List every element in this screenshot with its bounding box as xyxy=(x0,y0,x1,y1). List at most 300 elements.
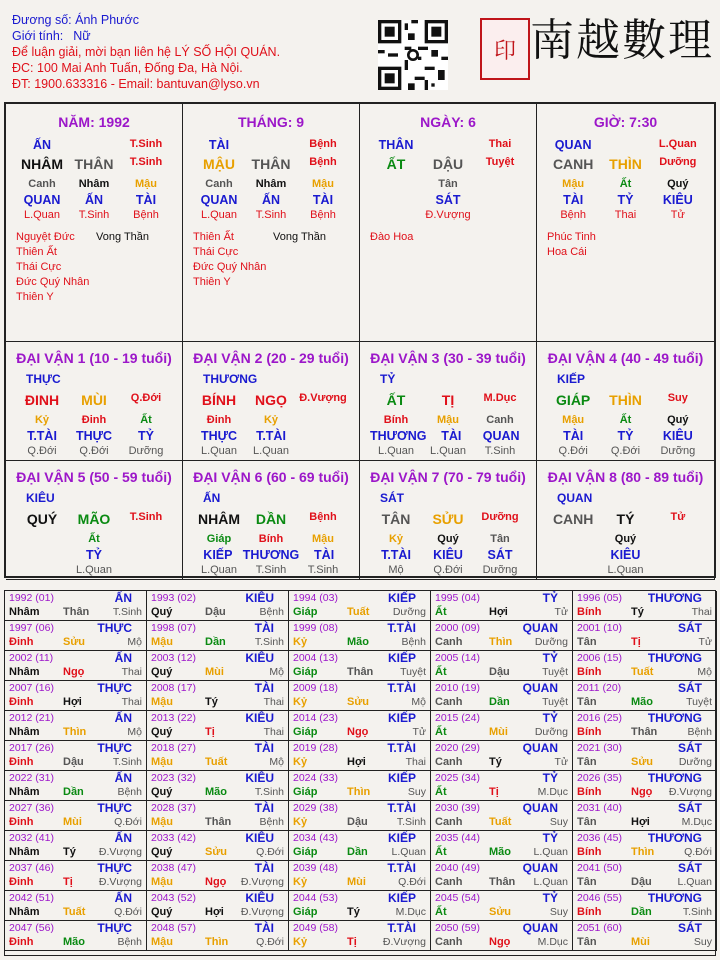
hidden-stage xyxy=(120,564,172,576)
year-cell xyxy=(573,681,717,711)
branch-stage: Bệnh xyxy=(309,156,337,168)
hidden-god: THỰC xyxy=(75,429,113,443)
stem-branch-row xyxy=(6,156,182,172)
year-god: KIẾP xyxy=(387,711,416,725)
year-label: 2043 (52) xyxy=(151,892,196,904)
hidden-stem: Mậu xyxy=(135,178,157,190)
year-cell xyxy=(147,741,289,771)
year-cell xyxy=(573,921,717,951)
year-label: 2013 (22) xyxy=(151,712,196,724)
earthly-branch: DẬU xyxy=(432,156,464,172)
year-cell xyxy=(289,831,431,861)
heavenly-stem: ẤT xyxy=(386,156,406,172)
year-stem: Giáp xyxy=(293,786,318,798)
year-stem: Nhâm xyxy=(9,846,40,858)
year-label: 2031 (40) xyxy=(577,802,622,814)
year-branch: Hợi xyxy=(489,606,508,618)
year-god: THƯƠNG xyxy=(647,831,702,845)
year-branch: Dậu xyxy=(489,666,510,678)
dai-van-god: KIẾP xyxy=(557,372,586,386)
year-stem: Đinh xyxy=(9,756,34,768)
year-label: 2048 (57) xyxy=(151,922,196,934)
year-label: 2014 (23) xyxy=(293,712,338,724)
year-stem: Bính xyxy=(577,606,602,618)
year-stem: Ất xyxy=(435,666,447,678)
hidden-god: THƯƠNG xyxy=(242,548,300,562)
hidden-stem: Kỷ xyxy=(263,414,279,426)
dai-van-god: THƯƠNG xyxy=(203,372,258,386)
year-stage: Thai xyxy=(121,696,142,708)
hidden-god: QUAN xyxy=(200,193,238,207)
branch-stage: Suy xyxy=(667,392,688,404)
hidden-god: KIÊU xyxy=(610,548,641,562)
year-branch: Ngọ xyxy=(489,936,511,948)
year-stage: T.Sinh xyxy=(396,816,426,828)
year-stage: Thai xyxy=(405,756,426,768)
hidden-god-row xyxy=(360,429,536,443)
year-branch: Dần xyxy=(489,696,510,708)
year-branch: Mùi xyxy=(205,666,224,678)
year-stem: Quý xyxy=(151,606,173,618)
dai-van-3 xyxy=(360,342,537,461)
year-label: 2000 (09) xyxy=(435,622,480,634)
hidden-stage xyxy=(547,564,599,576)
dai-van-6 xyxy=(183,461,360,580)
hidden-stage-row xyxy=(360,564,536,576)
hidden-stem: Mậu xyxy=(312,533,334,545)
earthly-branch: TỊ xyxy=(441,392,455,408)
year-stage: Q.Đới xyxy=(114,906,142,918)
year-label: 2009 (18) xyxy=(293,682,338,694)
spacer xyxy=(422,138,474,152)
year-stage: Mộ xyxy=(269,666,284,678)
hidden-stage: Đ.Vượng xyxy=(425,209,471,221)
year-stage: Đ.Vượng xyxy=(668,786,712,798)
star-name: Phúc Tinh xyxy=(547,231,596,243)
year-branch: Tuất xyxy=(63,906,86,918)
year-stem: Bính xyxy=(577,786,602,798)
branch-stage: T.Sinh xyxy=(129,511,163,523)
hidden-stem: Quý xyxy=(667,178,689,190)
hidden-god: TỶ xyxy=(617,429,634,443)
year-stage: Dưỡng xyxy=(534,726,568,738)
hidden-stage-row xyxy=(6,445,182,457)
year-stage: Q.Đới xyxy=(256,846,284,858)
stem-branch-row xyxy=(183,156,359,172)
hidden-stem: Ất xyxy=(619,414,632,426)
year-branch: Tý xyxy=(489,756,502,768)
year-stem: Giáp xyxy=(293,846,318,858)
year-cell xyxy=(431,711,573,741)
year-stage: Tuyệt xyxy=(542,696,568,708)
pillar-title: THÁNG: 9 xyxy=(237,114,305,130)
year-label: 1993 (02) xyxy=(151,592,196,604)
year-stem: Tân xyxy=(577,876,597,888)
year-cell xyxy=(573,591,717,621)
year-god: QUAN xyxy=(522,681,558,695)
earthly-branch: MÃO xyxy=(77,511,111,527)
year-branch: Sửu xyxy=(205,846,228,858)
hidden-stem: Kỷ xyxy=(388,533,404,545)
year-god: T.TÀI xyxy=(387,921,416,935)
god-row xyxy=(360,138,536,152)
year-stem: Canh xyxy=(435,816,463,828)
hidden-god: TÀI xyxy=(563,193,584,207)
hidden-stem: Canh xyxy=(28,178,56,190)
year-god: TỶ xyxy=(542,651,558,665)
year-stem: Quý xyxy=(151,906,173,918)
year-stem: Ất xyxy=(435,606,447,618)
pillar-title: NGÀY: 6 xyxy=(420,114,476,130)
stem-stage: T.Sinh xyxy=(129,138,163,150)
hidden-stem-row xyxy=(360,414,536,426)
qr-code[interactable] xyxy=(378,20,448,90)
year-stage: T.Sinh xyxy=(254,636,284,648)
stars-right xyxy=(273,230,326,245)
earthly-branch: THÌN xyxy=(609,392,642,408)
earthly-branch: THÂN xyxy=(251,156,291,172)
hidden-god xyxy=(297,429,349,443)
year-branch: Mùi xyxy=(631,936,650,948)
year-god: QUAN xyxy=(522,621,558,635)
earthly-branch: THÌN xyxy=(609,156,642,172)
year-label: 1997 (06) xyxy=(9,622,54,634)
year-cell xyxy=(147,891,289,921)
hidden-god: KIÊU xyxy=(433,548,463,562)
year-label: 2021 (30) xyxy=(577,742,622,754)
earthly-branch: THÂN xyxy=(74,156,114,172)
year-branch: Hợi xyxy=(63,696,82,708)
god-row xyxy=(537,138,714,152)
hidden-god-row xyxy=(537,193,714,207)
year-stage: Q.Đới xyxy=(684,846,712,858)
year-label: 2020 (29) xyxy=(435,742,480,754)
year-god: THƯƠNG xyxy=(647,891,702,905)
year-god: ẤN xyxy=(114,831,132,845)
year-stage: M.Dục xyxy=(537,936,568,948)
hidden-stage: Q.Đới xyxy=(610,445,641,457)
hidden-stage xyxy=(474,209,526,221)
hidden-stage xyxy=(16,564,68,576)
year-stage: Bệnh xyxy=(117,786,142,798)
hidden-stage: L.Quan xyxy=(23,209,61,221)
hidden-stage-row xyxy=(537,564,714,576)
year-label: 2041 (50) xyxy=(577,862,622,874)
branch-stage: Dưỡng xyxy=(659,156,697,168)
year-stem: Đinh xyxy=(9,636,34,648)
hidden-stem: Mậu xyxy=(562,414,585,426)
year-stage: M.Dục xyxy=(395,906,426,918)
year-stage: Tuyệt xyxy=(400,666,426,678)
year-branch: Ngọ xyxy=(631,786,653,798)
hidden-god: SÁT xyxy=(487,548,513,562)
year-stage: Mộ xyxy=(411,696,426,708)
year-cell xyxy=(431,621,573,651)
year-branch: Dần xyxy=(347,846,368,858)
year-stem: Bính xyxy=(577,726,602,738)
branch-stage: Tuyệt xyxy=(485,156,515,168)
year-stage: Bệnh xyxy=(259,606,284,618)
dai-van-title: ĐẠI VẬN 4 (40 - 49 tuổi) xyxy=(547,350,704,366)
year-stem: Canh xyxy=(435,756,463,768)
branch-stage: Tử xyxy=(670,511,686,523)
year-stem: Canh xyxy=(435,636,463,648)
hidden-stem xyxy=(297,414,349,426)
year-label: 2050 (59) xyxy=(435,922,480,934)
dai-van-5 xyxy=(6,461,183,580)
star-name: Đức Quý Nhân xyxy=(193,261,267,273)
year-cell xyxy=(573,621,717,651)
hidden-stem: Quý xyxy=(614,533,637,545)
year-branch: Tị xyxy=(205,726,215,738)
dai-van-stem-branch xyxy=(537,511,714,527)
year-cell xyxy=(573,891,717,921)
owner-line: Đương số: Ánh Phước xyxy=(12,13,139,27)
god-row xyxy=(183,138,359,152)
year-branch: Thân xyxy=(63,606,90,618)
hidden-stem-row xyxy=(6,533,182,545)
year-cell xyxy=(289,621,431,651)
year-cell xyxy=(573,741,717,771)
year-cell xyxy=(431,861,573,891)
star-name: Thiên Ất xyxy=(16,246,57,258)
pillar-4 xyxy=(537,104,715,342)
year-stem: Quý xyxy=(151,726,173,738)
year-label: 2025 (34) xyxy=(435,772,480,784)
hidden-stem: Kỷ xyxy=(34,414,50,426)
year-cell xyxy=(289,801,431,831)
year-cell xyxy=(431,741,573,771)
year-stage: Mộ xyxy=(127,726,142,738)
hidden-stage: T.Sinh xyxy=(255,564,287,576)
year-branch: Mão xyxy=(205,786,227,798)
hidden-god-row xyxy=(360,548,536,562)
hidden-god: TÀI xyxy=(441,429,462,443)
year-stem: Mậu xyxy=(151,816,173,828)
hidden-stage: T.Sinh xyxy=(78,209,110,221)
hidden-stage xyxy=(652,564,704,576)
hidden-god: QUAN xyxy=(482,429,520,443)
year-stage: Bệnh xyxy=(259,816,284,828)
heavenly-stem: NHÂM xyxy=(21,156,63,172)
year-label: 2024 (33) xyxy=(293,772,338,784)
year-cell xyxy=(573,711,717,741)
year-branch: Tị xyxy=(63,876,73,888)
dai-van-god: QUAN xyxy=(557,491,593,505)
hidden-stem: Tân xyxy=(490,533,510,545)
hidden-stage-row xyxy=(183,445,359,457)
hidden-stage: L.Quan xyxy=(200,209,238,221)
hidden-stem-row xyxy=(360,178,536,190)
stem-god: TÀI xyxy=(208,138,230,152)
year-god: SÁT xyxy=(678,801,702,815)
year-stem: Nhâm xyxy=(9,606,40,618)
year-label: 2008 (17) xyxy=(151,682,196,694)
year-stem: Nhâm xyxy=(9,666,40,678)
hidden-stem: Giáp xyxy=(206,533,232,545)
year-stem: Đinh xyxy=(9,696,34,708)
year-branch: Thìn xyxy=(205,936,229,948)
year-branch: Dần xyxy=(631,906,652,918)
hidden-stem: Mậu xyxy=(312,178,334,190)
stars-right xyxy=(96,230,149,245)
year-god: THỰC xyxy=(97,621,132,635)
dai-van-stem-branch xyxy=(360,392,536,408)
dai-van-1 xyxy=(6,342,183,461)
year-label: 2037 (46) xyxy=(9,862,54,874)
year-stage: M.Dục xyxy=(537,786,568,798)
year-stem: Mậu xyxy=(151,936,173,948)
dai-van-stem-branch xyxy=(183,511,359,527)
hidden-stage: L.Quan xyxy=(429,445,467,457)
year-cell xyxy=(5,651,147,681)
hidden-stage xyxy=(370,209,422,221)
year-god: TÀI xyxy=(254,741,274,755)
hidden-god: THƯƠNG xyxy=(370,429,427,443)
year-god: ẤN xyxy=(114,771,132,785)
hidden-god xyxy=(16,548,68,562)
hidden-stage: Dưỡng xyxy=(482,564,518,576)
year-stem: Mậu xyxy=(151,636,173,648)
year-branch: Tị xyxy=(489,786,499,798)
hidden-stem-row xyxy=(537,533,714,545)
year-cell xyxy=(289,741,431,771)
heavenly-stem: CANH xyxy=(552,156,594,172)
year-god: SÁT xyxy=(678,861,702,875)
dai-van-stem-branch xyxy=(183,392,359,408)
year-cell xyxy=(573,771,717,801)
year-stem: Đinh xyxy=(9,816,34,828)
hidden-stage: L.Quan xyxy=(377,445,415,457)
hidden-stem: Đinh xyxy=(206,414,232,426)
earthly-branch: NGỌ xyxy=(255,392,287,408)
bazi-chart xyxy=(4,102,716,578)
year-stage: Thai xyxy=(691,606,712,618)
hidden-stage: Mộ xyxy=(388,564,404,576)
year-god: KIẾP xyxy=(387,771,416,785)
year-stem: Giáp xyxy=(293,606,318,618)
year-stem: Đinh xyxy=(9,876,34,888)
gender-value: Nữ xyxy=(73,29,91,43)
year-label: 2040 (49) xyxy=(435,862,480,874)
year-god: KIẾP xyxy=(387,891,416,905)
year-branch: Ngọ xyxy=(63,666,85,678)
year-cell xyxy=(431,681,573,711)
hidden-stage: Q.Đới xyxy=(79,445,109,457)
branch-stage: Q.Đới xyxy=(130,392,162,404)
year-label: 2047 (56) xyxy=(9,922,54,934)
year-stage: T.Sinh xyxy=(254,786,284,798)
year-stage: Đ.Vượng xyxy=(382,936,426,948)
hidden-stage: T.Sinh xyxy=(255,209,287,221)
year-god: T.TÀI xyxy=(387,741,416,755)
branch-stage: Đ.Vượng xyxy=(299,392,347,404)
earthly-branch: TÝ xyxy=(616,511,635,527)
year-branch: Sửu xyxy=(489,906,512,918)
hidden-god-row xyxy=(360,193,536,207)
hidden-stage-row xyxy=(537,445,714,457)
year-stage: Thai xyxy=(263,726,284,738)
hidden-stem: Mậu xyxy=(437,414,459,426)
year-cell xyxy=(289,681,431,711)
year-cell xyxy=(289,921,431,951)
year-god: TÀI xyxy=(254,621,274,635)
star-name: Vong Thần xyxy=(273,231,327,243)
hidden-god: ẤN xyxy=(261,193,281,207)
year-label: 2019 (28) xyxy=(293,742,338,754)
year-label: 2034 (43) xyxy=(293,832,338,844)
year-branch: Tị xyxy=(631,636,641,648)
year-label: 2007 (16) xyxy=(9,682,54,694)
year-stage: Suy xyxy=(549,816,568,828)
year-god: TÀI xyxy=(254,861,274,875)
hidden-stage-row xyxy=(183,564,359,576)
year-label: 2017 (26) xyxy=(9,742,54,754)
stem-god: ẤN xyxy=(32,138,52,152)
year-god: T.TÀI xyxy=(387,621,416,635)
year-label: 2044 (53) xyxy=(293,892,338,904)
year-label: 2028 (37) xyxy=(151,802,196,814)
year-god: KIÊU xyxy=(245,711,274,725)
hidden-god xyxy=(120,548,172,562)
dai-van-god: ẤN xyxy=(203,491,221,505)
annual-luck-table xyxy=(4,590,716,956)
earthly-branch: DẦN xyxy=(255,511,287,527)
year-branch: Mão xyxy=(489,846,511,858)
spacer xyxy=(68,138,120,152)
dai-van-title: ĐẠI VẬN 6 (60 - 69 tuổi) xyxy=(193,469,349,485)
year-stage: Đ.Vượng xyxy=(98,876,142,888)
dai-van-stem-branch xyxy=(6,511,182,527)
year-cell xyxy=(5,711,147,741)
pillar-title: GIỜ: 7:30 xyxy=(593,114,658,130)
year-god: SÁT xyxy=(678,681,702,695)
year-branch: Dậu xyxy=(205,606,226,618)
dai-van-stem-branch xyxy=(537,392,714,408)
hidden-stem: Ất xyxy=(619,178,632,190)
year-stem: Nhâm xyxy=(9,786,40,798)
hidden-stage-row xyxy=(537,209,714,221)
hidden-stage-row xyxy=(360,445,536,457)
year-stem: Kỷ xyxy=(293,936,308,948)
stem-god: THÂN xyxy=(378,138,414,152)
year-branch: Hợi xyxy=(205,906,224,918)
year-stage: Thai xyxy=(263,696,284,708)
year-label: 2049 (58) xyxy=(293,922,338,934)
stars-left xyxy=(370,230,413,245)
year-cell xyxy=(431,831,573,861)
year-cell xyxy=(147,681,289,711)
year-branch: Sửu xyxy=(63,636,86,648)
hidden-god-row xyxy=(6,193,182,207)
year-cell xyxy=(289,591,431,621)
year-stage: Tử xyxy=(554,756,568,768)
hidden-stage-row xyxy=(183,209,359,221)
year-branch: Hợi xyxy=(631,816,650,828)
dai-van-title: ĐẠI VẬN 8 (80 - 89 tuổi) xyxy=(547,469,704,485)
year-god: T.TÀI xyxy=(387,861,416,875)
year-cell xyxy=(5,891,147,921)
hidden-stem: Ất xyxy=(140,414,152,426)
year-label: 2005 (14) xyxy=(435,652,480,664)
year-stage: L.Quan xyxy=(533,846,568,858)
hidden-god: ẤN xyxy=(84,193,104,207)
year-branch: Thân xyxy=(205,816,232,828)
year-label: 2015 (24) xyxy=(435,712,480,724)
hidden-god: TỶ xyxy=(86,548,102,562)
year-stage: L.Quan xyxy=(533,876,568,888)
year-branch: Thìn xyxy=(631,846,655,858)
